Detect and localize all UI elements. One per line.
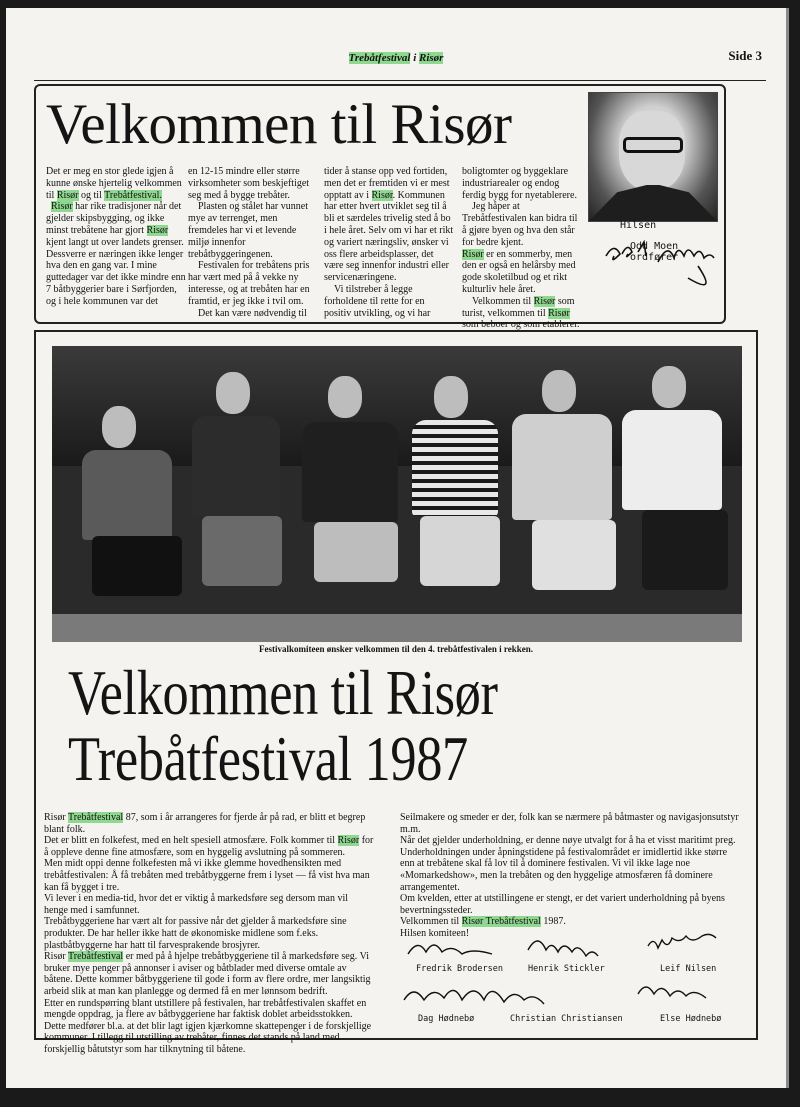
c1-t6: Risør [146, 224, 169, 236]
c3-a: tider å stanse opp ved fortiden, men det er fremtiden vi er mest opptatt av i [324, 166, 450, 201]
p3-legs [314, 522, 398, 582]
welcome-col-2 [188, 166, 318, 319]
c1-t1: Risør [56, 189, 79, 201]
c2-p4: Det kan være nødvendig til [198, 307, 307, 319]
mayor-name-block [620, 220, 679, 263]
signer-2: Henrik Stickler [528, 964, 605, 974]
signer-3: Leif Nilsen [660, 964, 717, 974]
mayor-welcome-box [34, 84, 726, 331]
header-rule [34, 80, 766, 81]
c2-p2: Plasten og stålet har vunnet mye av terrenget, men fremdeles har vi et levende miljø innenfor trebåtbyggeringenen. [188, 201, 308, 260]
c4-p4d: Risør [548, 307, 570, 319]
c4-p4c: som turist, velkommen til [462, 295, 575, 319]
running-head-festival: Trebåtfestival [348, 52, 411, 64]
a-q4 [400, 916, 740, 928]
c4-p3a: Risør [462, 248, 484, 260]
p6-head [652, 366, 686, 408]
signer-6: Else Hødnebø [660, 1014, 722, 1024]
p2-legs [202, 516, 282, 586]
c4-p4b: Risør [533, 295, 556, 307]
committee-signatures [398, 932, 748, 1032]
main-headline [68, 657, 498, 794]
c1-t3: Trebåtfestival. [104, 189, 162, 201]
a-p5: Trebåtbyggeriene har vært alt for passive når det gjelder å markedsføre sine produkter. De har heller ikke hatt de økonomiske midlene som f.eks. plastbåtbyggerne har hatt til farvesprakende brosjyrer. [44, 916, 347, 951]
mayor-name: Odd Moen [630, 241, 679, 252]
article-col-1 [44, 812, 374, 1055]
a-p6c: er med på å hjelpe trebåtbyggeriene til å markedsføre seg. Vi bruker mye penger på annonser i aviser og båtblader med diverse omtale av båtene. Dette kommer båtbyggeriene til gode i form av flere ordre, mer langsiktig arbeid slik at man kan planlegge og dermed få en mer lønnsom bedrift. [44, 951, 371, 997]
c1-t7: kjent langt ut over landets grenser. Dessverre er næringen ikke lenger hva den en gang var. I mine guttedager var det ikke mindre enn 7 båtbyggerier bare i Sørfjorden, og i hele kommunen var det [46, 236, 186, 307]
hilsen-label: Hilsen [620, 220, 657, 231]
p3-head [328, 376, 362, 418]
photo-dock [52, 614, 742, 642]
a-p1b: Trebåtfestival [68, 812, 124, 823]
p3-body [302, 422, 398, 522]
a-p7: Etter en rundspørring blant utstillere på festivalen, har trebåtfestivalen skaffet en mengde oppdrag, ja flere av båtbyggeriene har faktisk doblet arbeidsstokken. Dette medfører bl.a. at det blir lagt igjen kjærkomne skattepenger i de forskjellige kommuner. I tillegg til utstilling av trebåter, finnes det stands på land med forskjellig båtutstyr som har tilknytning til båtene. [44, 997, 372, 1055]
c4-p3b: er en sommerby, men den er også en helårsby med gode skoletilbud og et rikt kulturliv hele året. [462, 248, 576, 295]
running-head-sep: i [410, 52, 419, 64]
c4-p1: boligtomter og byggeklare industriarealer og endog ferdig bygg for nyetablerere. [462, 166, 577, 201]
a-p2c: for å oppleve denne fine atmosfære, som en hyggelig avslutning på sommeren. [44, 835, 374, 858]
c4-p2: Jeg håper at Trebåtfestivalen kan bidra til å gjøre byen og hva den står for bedre kjent. [462, 201, 578, 248]
a-q1: Seilmakere og smeder er der, folk kan se nærmere på båtmaster og navigasjonsutstyr m.m. [400, 812, 739, 835]
c1-t5: har rike tradisjoner når det gjelder skipsbygging, og ikke minst trebåtene har gjort [46, 201, 182, 236]
p1-body [82, 450, 172, 540]
a-q4c: 1987. [540, 916, 566, 928]
committee-photo [52, 346, 742, 642]
c1-t0: Det er meg en stor glede igjen å kunne ønske hjertelig velkommen til [46, 166, 182, 201]
c4-p4 [462, 296, 580, 331]
running-head-place: Risør [419, 52, 444, 64]
a-p6b: Trebåtfestival [68, 951, 124, 963]
a-p6 [44, 951, 374, 997]
portrait-suit [589, 185, 717, 221]
a-p1c: 87, som i år arrangeres for fjerde år på rad, er blitt et begrep blant folk. [44, 812, 366, 835]
p5-legs [532, 520, 616, 590]
p6-legs [642, 510, 728, 590]
main-headline-line1: Velkommen til Risør [68, 657, 498, 728]
a-p2a: Det er blitt en folkefest, med en helt spesiell atmosfære. Folk kommer til [44, 835, 338, 847]
c3-b: Risør [371, 189, 393, 201]
p1-legs [92, 536, 182, 596]
signer-5: Christian Christiansen [510, 1014, 623, 1024]
article-col-2 [400, 812, 740, 940]
photo-caption: Festivalkomiteen ønsker velkommen til den 4. trebåtfestivalen i rekken. [259, 644, 533, 654]
c2-p1: en 12-15 mindre eller større virksomheter som beskjeftiget seg med å bygge trebåter. [188, 166, 310, 201]
a-p2b: Risør [337, 835, 360, 847]
c3-p2: Vi tilstreber å legge forholdene til rette for en positiv utvikling, og vi har [324, 283, 431, 319]
a-q4a: Velkommen til [400, 916, 462, 928]
c2-p3: Festivalen for trebåtens pris har vært med på å vekke ny interesse, og at trebåten har en framtid, er jeg ikke i tvil om. [188, 260, 310, 307]
p5-body [512, 414, 612, 520]
c4-p3 [462, 249, 580, 296]
mayor-title: ordfører [630, 252, 679, 263]
c1-t4: Risør [51, 201, 73, 213]
p5-head [542, 370, 576, 412]
c4-p4a: Velkommen til [472, 295, 534, 307]
p4-legs [420, 516, 500, 586]
welcome-col-1 [46, 166, 186, 308]
a-p4: Vi lever i en media-tid, hvor det er viktig å markedsføre seg dersom man vil henge med i samfunnet. [44, 893, 349, 916]
p6-body [622, 410, 722, 510]
a-p3: Men midt oppi denne folkefesten må vi ikke glemme hovedhensikten med trebåtfestivalen: Å få trebåten med trebåtbyggerne frem i lyset — få vist hva man kan få bygget i tre. [44, 858, 370, 893]
a-q5: Hilsen komiteen! [400, 927, 470, 939]
portrait-glasses [623, 137, 683, 153]
mayor-portrait [588, 92, 718, 222]
a-q3: Om kvelden, etter at utstillingene er stengt, er det variert underholdning på byens bevertningssteder. [400, 893, 725, 916]
page-number: Side 3 [728, 48, 762, 63]
a-p1a: Risør [44, 812, 68, 823]
welcome-col-4 [462, 166, 580, 331]
c4-p4e: som beboer og som etablerer. [462, 319, 580, 331]
c1-t2: og til [78, 189, 105, 201]
p4-body [412, 420, 498, 516]
festival-article-box [34, 330, 758, 1055]
a-p2 [44, 835, 374, 858]
running-head [6, 52, 786, 64]
main-headline-line2: Trebåtfestival 1987 [68, 723, 468, 794]
p1-head [102, 406, 136, 448]
p2-head [216, 372, 250, 414]
signer-1: Fredrik Brodersen [416, 964, 503, 974]
a-p1 [44, 812, 374, 835]
newspaper-page [6, 8, 786, 1088]
p2-body [192, 416, 280, 516]
a-q2: Når det gjelder underholdning, er denne nøye utvalgt for å ha et visst maritimt preg. Underholdningen under åpningstidene på festivalområdet er imidlertid ikke større enn at trebåtene skal få lov til å dominere festivalen. Vi vil ikke lage noe «Momarkedshow», men la trebåten og den hyggelige atmosfæren få dominere arrangementet. [400, 835, 736, 893]
a-p6a: Risør [44, 951, 68, 963]
c3-c: . Kommunen har etter hvert utviklet seg til å bli et særdeles trivelig sted å bo i hele året. Selv om vi har et rikt og variert næringsliv, ønsker vi oss flere arbeidsplasser, det være seg innenfor industri eller servicenæringene. [324, 189, 454, 284]
a-q4b: Risør Trebåtfestival [461, 916, 541, 928]
welcome-col-3 [324, 166, 454, 319]
welcome-headline: Velkommen til Risør [46, 93, 512, 156]
p4-head [434, 376, 468, 418]
signer-4: Dag Hødnebø [418, 1014, 475, 1024]
